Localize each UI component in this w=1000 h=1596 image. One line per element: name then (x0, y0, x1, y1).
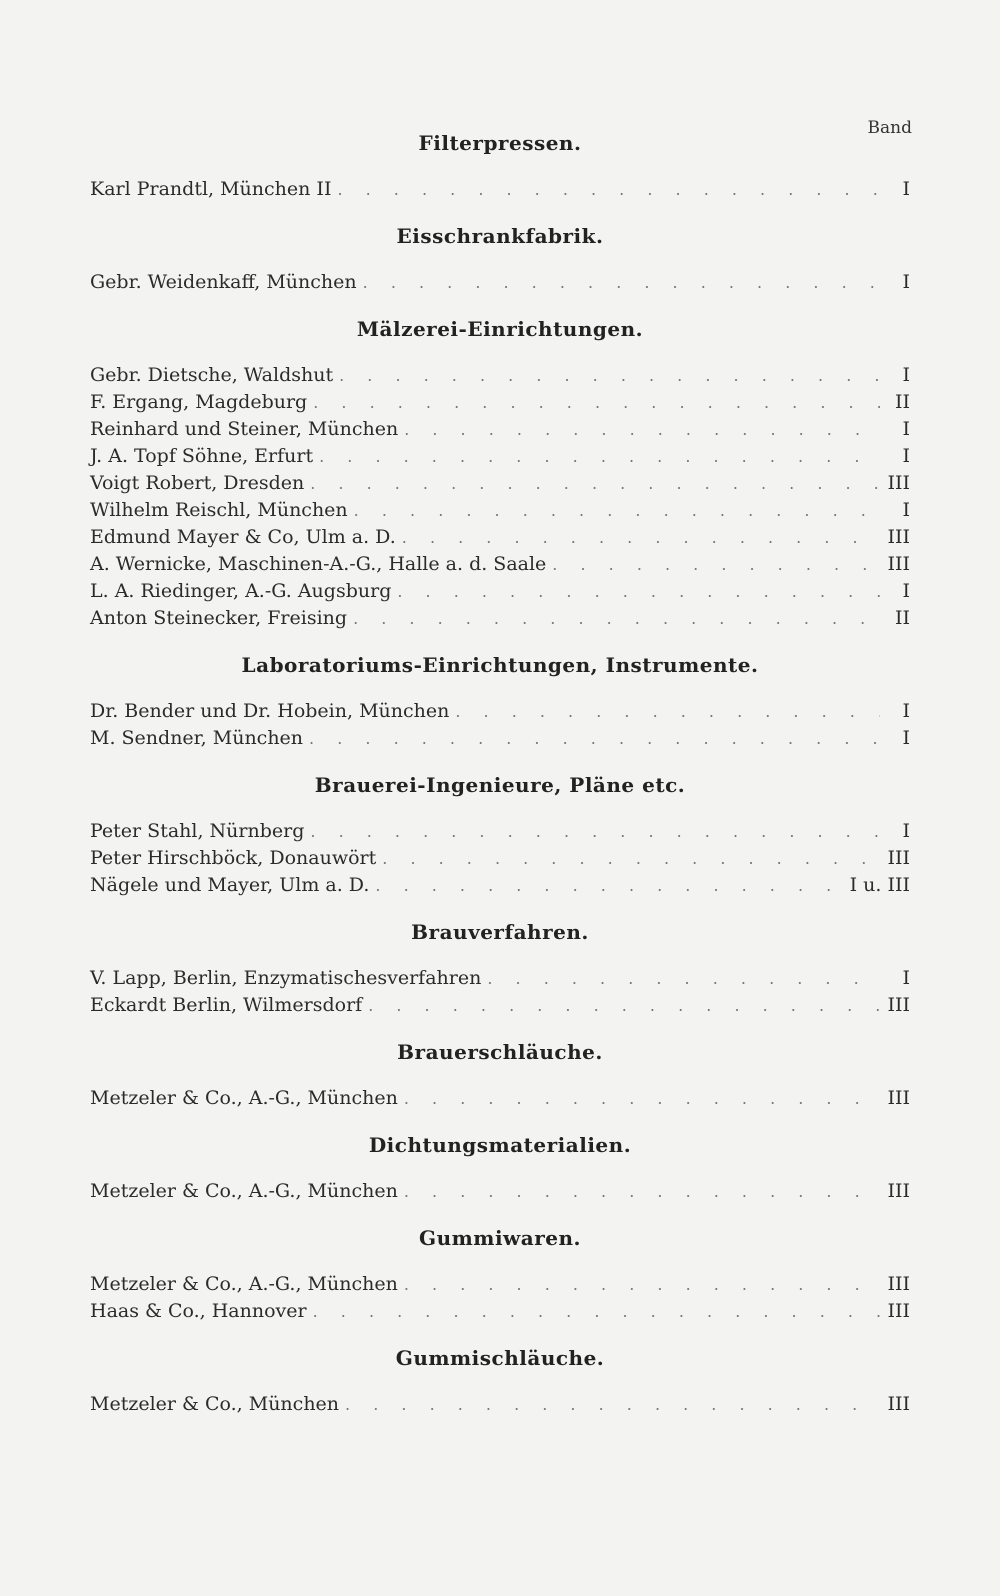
section (90, 316, 910, 652)
dot-leader (319, 443, 880, 470)
entry-name: Metzeler & Co., A.-G., München (90, 1273, 398, 1295)
entry-row (90, 965, 910, 992)
dot-leader (353, 605, 880, 632)
section (90, 130, 910, 223)
entry-row (90, 725, 910, 752)
entry-volume: I (902, 700, 910, 722)
dot-leader (404, 416, 880, 443)
entry-name: Gebr. Weidenkaff, München (90, 271, 357, 293)
entry-volume: III (887, 847, 910, 869)
entry-row (90, 176, 910, 203)
entry-name: Wilhelm Reischl, München (90, 499, 348, 521)
entry-name: J. A. Topf Söhne, Erfurt (90, 445, 314, 467)
dot-leader (309, 725, 880, 752)
dot-leader (368, 992, 880, 1019)
section-gap (90, 1325, 910, 1345)
entry-volume: I (902, 364, 910, 386)
dot-leader (404, 1178, 880, 1205)
entry-name: F. Ergang, Magdeburg (90, 391, 308, 413)
entry-volume: III (887, 1087, 910, 1109)
entry-row (90, 389, 910, 416)
entry-volume: I (902, 445, 910, 467)
entry-row (90, 470, 910, 497)
entry-row (90, 524, 910, 551)
section-heading: Brauerschläuche. (397, 1040, 603, 1064)
entry-name: Haas & Co., Hannover (90, 1300, 307, 1322)
section-gap (90, 1418, 910, 1438)
entry-volume: III (887, 1180, 910, 1202)
entry-volume: I (902, 967, 910, 989)
entry-volume: I (902, 820, 910, 842)
entry-name: Metzeler & Co., A.-G., München (90, 1087, 398, 1109)
entry-volume: I (902, 727, 910, 749)
entry-volume: III (887, 1393, 910, 1415)
entry-volume: III (887, 1300, 910, 1322)
section-gap (90, 899, 910, 919)
entry-name: Dr. Bender und Dr. Hobein, München (90, 700, 450, 722)
dot-leader (310, 818, 880, 845)
entry-name: Peter Stahl, Nürnberg (90, 820, 305, 842)
dot-leader (404, 1271, 880, 1298)
entry-name: A. Wernicke, Maschinen-A.-G., Halle a. d. Saale (90, 553, 547, 575)
section-gap (90, 1112, 910, 1132)
dot-leader (313, 389, 880, 416)
section (90, 1225, 910, 1345)
section-gap (90, 1019, 910, 1039)
section (90, 652, 910, 772)
section-heading: Gummiwaren. (419, 1226, 581, 1250)
entry-volume: III (887, 526, 910, 548)
section (90, 919, 910, 1039)
section (90, 1132, 910, 1225)
entry-row (90, 1271, 910, 1298)
section-heading: Mälzerei-Einrichtungen. (356, 317, 644, 341)
entry-name: Edmund Mayer & Co, Ulm a. D. (90, 526, 396, 548)
entry-row (90, 1391, 910, 1418)
entry-row (90, 872, 910, 899)
supplier-index (90, 130, 910, 1438)
entry-name: L. A. Riedinger, A.-G. Augsburg (90, 580, 392, 602)
entry-name: Metzeler & Co., München (90, 1393, 340, 1415)
section-heading: Dichtungsmaterialien. (368, 1133, 632, 1157)
section-heading: Laboratoriums-Einrichtungen, Instrumente. (241, 653, 759, 677)
entry-name: Gebr. Dietsche, Waldshut (90, 364, 334, 386)
entry-row (90, 497, 910, 524)
dot-leader (337, 176, 880, 203)
entry-row (90, 416, 910, 443)
entry-name: Anton Steinecker, Freising (90, 607, 348, 629)
entry-volume: I u. III (849, 874, 910, 896)
entry-row (90, 1298, 910, 1325)
entry-row (90, 605, 910, 632)
entry-volume: III (887, 553, 910, 575)
entry-row (90, 992, 910, 1019)
dot-leader (363, 269, 880, 296)
entry-volume: I (902, 580, 910, 602)
section (90, 1345, 910, 1438)
section-gap (90, 203, 910, 223)
dot-leader (339, 362, 880, 389)
dot-leader (552, 551, 880, 578)
dot-leader (310, 470, 880, 497)
entry-name: Reinhard und Steiner, München (90, 418, 399, 440)
entry-row (90, 578, 910, 605)
dot-leader (382, 845, 880, 872)
entry-name: Nägele und Mayer, Ulm a. D. (90, 874, 370, 896)
section-gap (90, 632, 910, 652)
section (90, 772, 910, 919)
entry-row (90, 1085, 910, 1112)
entry-volume: III (887, 1273, 910, 1295)
dot-leader (345, 1391, 880, 1418)
band-column-header: Band (867, 118, 912, 138)
entry-volume: III (887, 472, 910, 494)
entry-name: Metzeler & Co., A.-G., München (90, 1180, 398, 1202)
dot-leader (313, 1298, 880, 1325)
dot-leader (404, 1085, 880, 1112)
entry-volume: I (902, 178, 910, 200)
entry-row (90, 845, 910, 872)
entry-name: Peter Hirschböck, Donauwört (90, 847, 377, 869)
section (90, 223, 910, 316)
dot-leader (487, 965, 880, 992)
section-heading: Filterpressen. (418, 131, 582, 155)
section-heading: Brauerei-Ingenieure, Pläne etc. (314, 773, 686, 797)
entry-name: M. Sendner, München (90, 727, 304, 749)
entry-volume: II (894, 391, 910, 413)
entry-volume: I (902, 499, 910, 521)
entry-name: Eckardt Berlin, Wilmersdorf (90, 994, 363, 1016)
entry-row (90, 1178, 910, 1205)
section-gap (90, 296, 910, 316)
entry-name: V. Lapp, Berlin, Enzymatischesverfahren (90, 967, 482, 989)
section-heading: Eisschrankfabrik. (396, 224, 604, 248)
section (90, 1039, 910, 1132)
dot-leader (397, 578, 880, 605)
dot-leader (375, 872, 843, 899)
entry-row (90, 362, 910, 389)
section-gap (90, 752, 910, 772)
entry-row (90, 698, 910, 725)
entry-name: Karl Prandtl, München II (90, 178, 332, 200)
section-heading: Gummischläuche. (395, 1346, 605, 1370)
entry-volume: II (894, 607, 910, 629)
entry-row (90, 269, 910, 296)
entry-name: Voigt Robert, Dresden (90, 472, 305, 494)
section-gap (90, 1205, 910, 1225)
entry-volume: III (887, 994, 910, 1016)
entry-volume: I (902, 271, 910, 293)
dot-leader (402, 524, 880, 551)
entry-row (90, 551, 910, 578)
dot-leader (354, 497, 880, 524)
entry-volume: I (902, 418, 910, 440)
dot-leader (455, 698, 880, 725)
entry-row (90, 818, 910, 845)
entry-row (90, 443, 910, 470)
section-heading: Brauverfahren. (411, 920, 589, 944)
